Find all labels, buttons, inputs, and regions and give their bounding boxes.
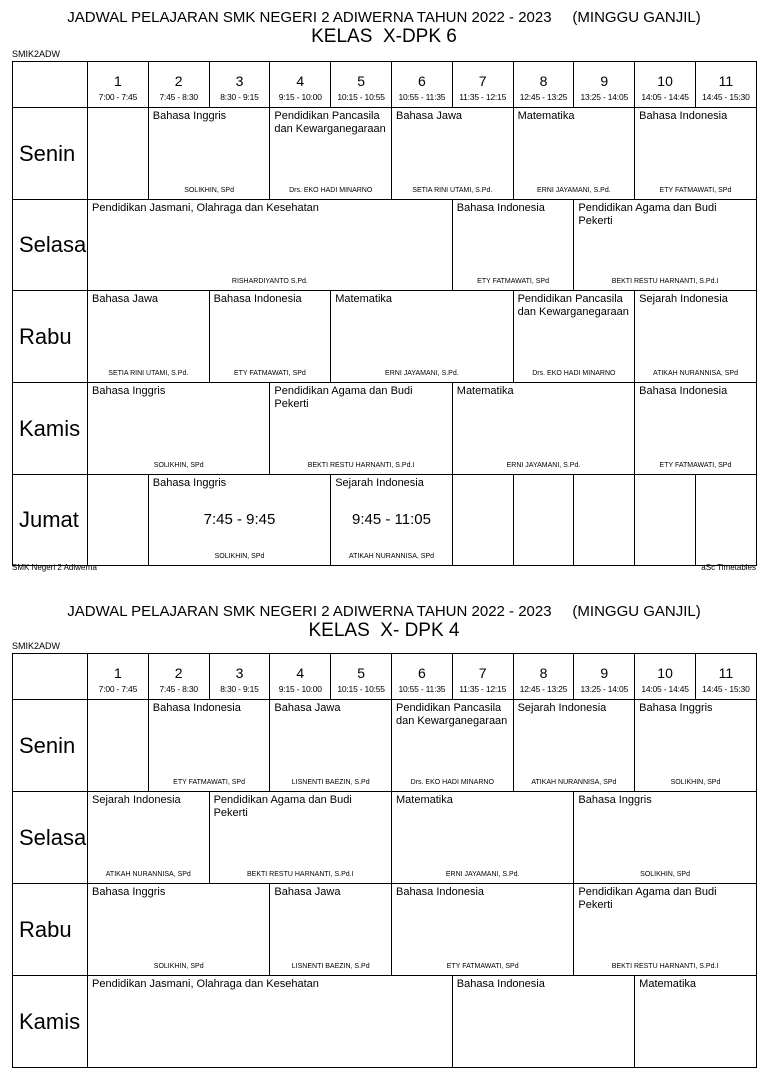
lesson-cell [331, 291, 513, 383]
lesson-subject: Pendidikan Agama dan Budi Pekerti [578, 886, 717, 911]
period-number: 1 [114, 665, 122, 681]
period-header [452, 62, 513, 108]
lesson-teacher: SOLIKHIN, SPd [214, 553, 265, 560]
period-header [88, 62, 149, 108]
lesson-subject: Matematika [456, 385, 514, 397]
day-row [13, 291, 757, 383]
lesson-subject: Bahasa Indonesia [456, 978, 545, 990]
lesson-teacher: Drs. EKO HADI MINARNO [410, 779, 494, 786]
period-time: 8:30 - 9:15 [220, 684, 259, 694]
lesson-cell [148, 700, 270, 792]
lesson-cell [88, 200, 453, 291]
lesson-subject: Sejarah Indonesia [92, 794, 181, 806]
lesson-subject: Bahasa Jawa [395, 110, 463, 122]
lesson-teacher: ETY FATMAWATI, SPd [446, 963, 519, 970]
period-number: 8 [539, 73, 548, 89]
corner-cell [13, 654, 88, 700]
period-time: 14:05 - 14:45 [641, 92, 689, 102]
lesson-cell [148, 475, 330, 566]
day-label: Senin [13, 700, 88, 792]
period-header [270, 654, 331, 700]
lesson-cell [88, 792, 210, 884]
lesson-teacher: SOLIKHIN, SPd [670, 779, 721, 786]
period-number: 4 [296, 665, 305, 681]
period-number: 9 [600, 73, 609, 89]
day-row [13, 475, 757, 566]
empty-cell [513, 475, 574, 566]
lesson-teacher: RISHARDIYANTO S.Pd. [231, 278, 308, 285]
lesson-teacher: ATIKAH NURANNISA, SPd [652, 370, 738, 377]
sheet-title: JADWAL PELAJARAN SMK NEGERI 2 ADIWERNA TAHUN 2022 - 2023 (MINGGU GANJIL) [67, 9, 701, 26]
period-number: 5 [357, 665, 365, 681]
lesson-subject: Bahasa Inggris [152, 477, 227, 489]
lesson-subject: Bahasa Indonesia [213, 293, 302, 305]
empty-cell [635, 475, 696, 566]
period-number: 5 [357, 73, 365, 89]
period-header [574, 62, 635, 108]
period-header-row [13, 62, 757, 108]
period-time: 7:45 - 8:30 [159, 684, 198, 694]
lesson-subject: Matematika [639, 978, 697, 990]
class-title: KELAS X- DPK 4 [308, 620, 460, 641]
period-header [148, 62, 209, 108]
lesson-subject: Bahasa Jawa [274, 886, 341, 898]
day-row [13, 108, 757, 200]
period-time: 10:15 - 10:55 [337, 92, 385, 102]
lesson-cell [635, 108, 757, 200]
lesson-cell [574, 884, 756, 976]
period-header [635, 654, 696, 700]
period-header-row [13, 654, 757, 700]
lesson-teacher: SETIA RINI UTAMI, S.Pd. [412, 187, 493, 194]
period-number: 11 [718, 73, 734, 89]
period-time: 10:55 - 11:35 [398, 684, 446, 694]
day-row [13, 884, 757, 976]
period-header [148, 654, 209, 700]
period-time: 13:25 - 14:05 [580, 684, 629, 694]
lesson-teacher: SOLIKHIN, SPd [640, 871, 690, 878]
day-label: Selasa [13, 792, 88, 884]
lesson-subject: Bahasa Indonesia [152, 702, 241, 714]
lesson-cell [452, 383, 634, 475]
period-header [574, 654, 635, 700]
period-header [452, 654, 513, 700]
lesson-cell [391, 108, 513, 200]
lesson-subject: Matematika [395, 794, 453, 806]
empty-cell [88, 700, 149, 792]
period-header [391, 62, 452, 108]
lesson-subject: Bahasa Inggris [578, 794, 652, 806]
period-time: 14:45 - 15:30 [702, 92, 750, 102]
lesson-teacher: ERNI JAYAMANI, S.Pd. [385, 370, 459, 377]
lesson-subject: Bahasa Indonesia [639, 110, 728, 122]
lesson-subject: Bahasa Jawa [92, 293, 159, 305]
lesson-teacher: ETY FATMAWATI, SPd [659, 462, 732, 469]
lesson-cell [513, 108, 635, 200]
period-header [331, 654, 392, 700]
period-time: 9:15 - 10:00 [278, 684, 322, 694]
period-number: 11 [718, 665, 734, 681]
timetable-sheet-2 [0, 594, 768, 1034]
day-label: Selasa [13, 200, 88, 291]
day-label: Kamis [13, 383, 88, 475]
lesson-cell [513, 700, 635, 792]
period-number: 3 [235, 73, 244, 89]
lesson-teacher: SOLIKHIN, SPd [184, 187, 234, 194]
period-header [695, 62, 756, 108]
lesson-teacher: SOLIKHIN, SPd [153, 462, 204, 469]
lesson-teacher: ETY FATMAWATI, SPd [659, 187, 732, 194]
lesson-cell [391, 700, 513, 792]
period-time: 14:45 - 15:30 [702, 684, 750, 694]
lesson-subject: Bahasa Indonesia [395, 886, 485, 898]
lesson-subject: Pendidikan Pancasila dan Kewarganegaraan [274, 110, 386, 135]
lesson-teacher: ETY FATMAWATI, SPd [477, 278, 549, 285]
lesson-cell [452, 200, 574, 291]
lesson-subject: Bahasa Inggris [639, 702, 713, 714]
period-time: 12:45 - 13:25 [519, 92, 568, 102]
day-row [13, 976, 757, 1068]
period-header [635, 62, 696, 108]
period-time: 11:35 - 12:15 [459, 684, 507, 694]
lesson-subject: Matematika [517, 110, 575, 122]
lesson-cell [635, 976, 757, 1068]
empty-cell [695, 475, 756, 566]
period-header [695, 654, 756, 700]
period-time: 7:45 - 8:30 [159, 92, 198, 102]
empty-cell [88, 475, 149, 566]
lesson-cell [574, 792, 756, 884]
lesson-cell [331, 475, 453, 566]
period-time: 12:45 - 13:25 [519, 684, 568, 694]
lesson-time: 7:45 - 9:45 [203, 511, 276, 528]
empty-cell [452, 475, 513, 566]
lesson-teacher: ERNI JAYAMANI, S.Pd. [506, 462, 581, 469]
period-header [331, 62, 392, 108]
lesson-cell [88, 383, 270, 475]
lesson-cell [391, 792, 573, 884]
period-time: 10:55 - 11:35 [398, 92, 446, 102]
lesson-time: 9:45 - 11:05 [352, 511, 431, 528]
lesson-cell [209, 291, 331, 383]
period-header [209, 654, 270, 700]
lesson-cell [88, 884, 270, 976]
day-row [13, 200, 757, 291]
day-label: Senin [13, 108, 88, 200]
empty-cell [88, 108, 149, 200]
class-title: KELAS X-DPK 6 [311, 26, 457, 47]
sheet-title: JADWAL PELAJARAN SMK NEGERI 2 ADIWERNA TAHUN 2022 - 2023 (MINGGU GANJIL) [67, 603, 701, 620]
period-number: 9 [600, 665, 609, 681]
lesson-teacher: ATIKAH NURANNISA, SPd [105, 871, 191, 878]
period-time: 9:15 - 10:00 [278, 92, 322, 102]
period-number: 2 [174, 73, 183, 89]
lesson-teacher: BEKTI RESTU HARNANTI, S.Pd.I [611, 963, 719, 970]
lesson-subject: Bahasa Inggris [92, 886, 166, 898]
lesson-teacher: ETY FATMAWATI, SPd [233, 370, 306, 377]
period-header [270, 62, 331, 108]
lesson-teacher: ERNI JAYAMANI, S.Pd. [445, 871, 520, 878]
lesson-subject: Bahasa Inggris [92, 385, 166, 397]
period-time: 11:35 - 12:15 [459, 92, 507, 102]
lesson-subject: Pendidikan Agama dan Budi Pekerti [578, 202, 717, 227]
lesson-cell [88, 976, 453, 1068]
period-header [391, 654, 452, 700]
lesson-cell [452, 976, 634, 1068]
period-time: 13:25 - 14:05 [580, 92, 629, 102]
lesson-cell [270, 108, 392, 200]
day-label: Rabu [13, 291, 88, 383]
period-number: 7 [478, 73, 487, 89]
lesson-teacher: SOLIKHIN, SPd [153, 963, 204, 970]
lesson-subject: Pendidikan Jasmani, Olahraga dan Kesehatan [92, 202, 319, 214]
footer-software: aSc Timetables [701, 563, 756, 572]
period-number: 7 [478, 665, 487, 681]
day-row [13, 383, 757, 475]
period-header [513, 654, 574, 700]
lesson-cell [513, 291, 635, 383]
lesson-subject: Pendidikan Pancasila dan Kewarganegaraan [517, 293, 629, 318]
lesson-subject: Bahasa Indonesia [456, 202, 545, 214]
lesson-subject: Pendidikan Agama dan Budi Pekerti [274, 385, 413, 410]
lesson-cell [391, 884, 573, 976]
lesson-cell [88, 291, 210, 383]
lesson-subject: Sejarah Indonesia [639, 293, 728, 305]
day-row [13, 700, 757, 792]
day-label: Jumat [13, 475, 88, 566]
lesson-cell [270, 700, 392, 792]
lesson-subject: Pendidikan Agama dan Budi Pekerti [213, 794, 352, 819]
lesson-teacher: BEKTI RESTU HARNANTI, S.Pd.I [611, 278, 719, 285]
period-time: 7:00 - 7:45 [98, 92, 138, 102]
timetable [12, 61, 757, 566]
lesson-subject: Bahasa Indonesia [639, 385, 728, 397]
lesson-subject: Bahasa Inggris [152, 110, 227, 122]
day-label: Rabu [13, 884, 88, 976]
lesson-teacher: SETIA RINI UTAMI, S.Pd. [108, 370, 189, 377]
corner-cell [13, 62, 88, 108]
period-number: 6 [417, 665, 426, 681]
school-code: SMIK2ADW [12, 49, 61, 59]
period-number: 8 [539, 665, 548, 681]
period-number: 4 [296, 73, 305, 89]
lesson-cell [270, 383, 452, 475]
lesson-teacher: ETY FATMAWATI, SPd [173, 779, 245, 786]
lesson-subject: Sejarah Indonesia [517, 702, 607, 714]
lesson-teacher: ERNI JAYAMANI, S.Pd. [537, 187, 611, 194]
day-label: Kamis [13, 976, 88, 1068]
lesson-subject: Pendidikan Pancasila dan Kewarganegaraan [395, 702, 508, 727]
school-code: SMIK2ADW [12, 641, 61, 651]
period-header [88, 654, 149, 700]
period-time: 8:30 - 9:15 [220, 92, 259, 102]
lesson-cell [574, 200, 756, 291]
lesson-teacher: Drs. EKO HADI MINARNO [289, 187, 373, 194]
lesson-cell [270, 884, 392, 976]
period-header [209, 62, 270, 108]
period-number: 10 [657, 73, 673, 89]
period-time: 14:05 - 14:45 [641, 684, 689, 694]
day-row [13, 792, 757, 884]
lesson-cell [635, 291, 757, 383]
lesson-teacher: BEKTI RESTU HARNANTI, S.Pd.I [247, 871, 354, 878]
period-time: 10:15 - 10:55 [337, 684, 385, 694]
lesson-subject: Matematika [335, 293, 393, 305]
lesson-teacher: LISNENTI BAEZIN, S.Pd [291, 779, 370, 786]
lesson-subject: Sejarah Indonesia [335, 477, 424, 489]
period-number: 6 [417, 73, 426, 89]
lesson-teacher: Drs. EKO HADI MINARNO [532, 370, 616, 377]
lesson-cell [635, 383, 757, 475]
period-time: 7:00 - 7:45 [98, 684, 138, 694]
period-number: 1 [114, 73, 122, 89]
lesson-cell [148, 108, 270, 200]
period-number: 10 [657, 665, 673, 681]
lesson-cell [209, 792, 391, 884]
period-number: 2 [174, 665, 183, 681]
footer-school: SMK Negeri 2 Adiwerna [12, 563, 97, 572]
lesson-subject: Pendidikan Jasmani, Olahraga dan Kesehatan [92, 978, 319, 990]
lesson-teacher: ATIKAH NURANNISA, SPd [348, 553, 435, 560]
lesson-teacher: ATIKAH NURANNISA, SPd [531, 779, 617, 786]
lesson-subject: Bahasa Jawa [274, 702, 341, 714]
period-header [513, 62, 574, 108]
lesson-cell [635, 700, 757, 792]
empty-cell [574, 475, 635, 566]
period-number: 3 [235, 665, 244, 681]
lesson-teacher: LISNENTI BAEZIN, S.Pd [291, 963, 370, 970]
lesson-teacher: BEKTI RESTU HARNANTI, S.Pd.I [307, 462, 415, 469]
timetable [12, 653, 757, 1068]
